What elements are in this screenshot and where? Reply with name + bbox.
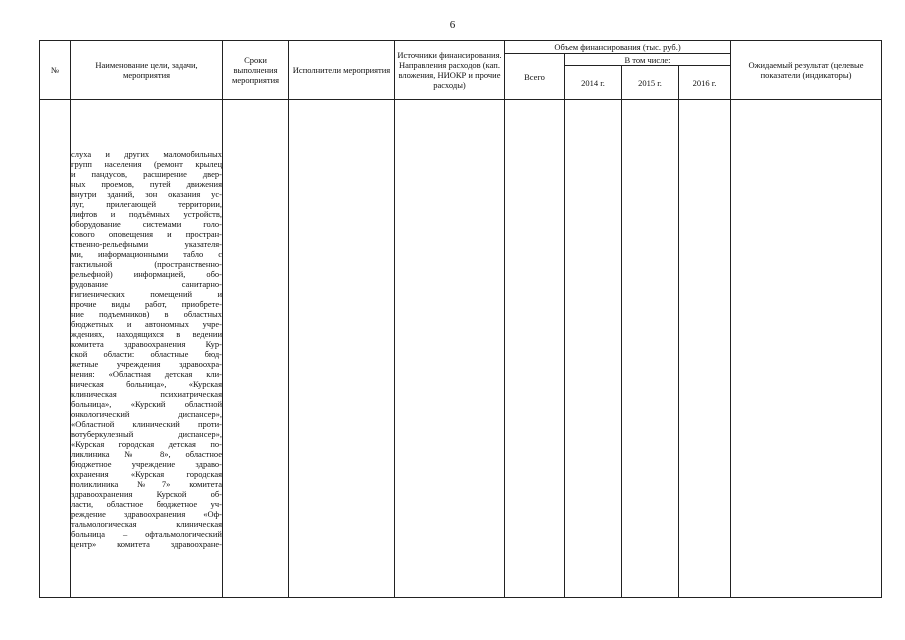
description-line: оборудование системами голо- [71,218,222,229]
description-line: поликлиника №7» комитета [71,478,222,489]
description-line: «Областной клинический проти- [71,418,222,429]
description-line: ственно-рельефными указателя- [71,238,222,249]
cell-sources [395,100,505,598]
description-line: онкологический диспансер», [71,408,222,419]
description-line: ническая больница», «Курская [71,378,222,389]
description-line: лифтов и подъёмных устройств, [71,208,222,219]
description-line: и пандусов, расширение двер- [71,168,222,179]
header-funding: Объем финансирования (тыс. руб.) [505,41,731,54]
description-line: ской области: областные бюд- [71,348,222,359]
header-sources: Источники финансирования. Направления расходов (кап. вложения, НИОКР и прочие расходы) [395,41,505,100]
description-line: больница», «Курский областной [71,398,222,409]
page-number: 6 [449,19,456,31]
description-line: прочие виды работ, приобрете- [71,298,222,309]
cell-2015 [622,100,679,598]
description-line: групп населения (ремонт крылец [71,158,222,169]
cell-terms [223,100,289,598]
cell-2016 [679,100,731,598]
description-line: гигиенических помещений и [71,288,222,299]
cell-2014 [565,100,622,598]
description-line: ных проемов, путей движения [71,178,222,189]
description-line: здравоохранения Курской об- [71,488,222,499]
header-total: Всего [505,54,565,100]
description-line: бюджетное учреждение здраво- [71,458,222,469]
header-terms: Сроки выполнения мероприятия [223,41,289,100]
description-line: луг, прилегающей территории, [71,198,222,209]
description-line: тальмологическая клиническая [71,518,222,529]
header-including: В том числе: [565,54,731,66]
description-line: тактильной (пространственно- [71,258,222,269]
description-line: «Курская городская детская по- [71,438,222,449]
description-line: больница – офтальмологический [71,528,222,539]
description-line: вотуберкулезный диспансер», [71,428,222,439]
description-line: нения: «Областная детская кли- [71,368,222,379]
description-line: внутри зданий, зон оказания ус- [71,188,222,199]
program-table [39,40,882,598]
description-line: ми, информационными табло с [71,248,222,259]
description-line: ние подъемников) в областных [71,308,222,319]
description-lines [71,149,222,549]
header-year-2016: 2016 г. [679,66,731,100]
header-year-2014: 2014 г. [565,66,622,100]
header-executors: Исполнители мероприятия [289,41,395,100]
cell-total [505,100,565,598]
description-line: ждениях, находящихся в ведении [71,328,222,339]
description-line: охранения «Курская городская [71,468,222,479]
header-year-2015: 2015 г. [622,66,679,100]
cell-num [40,100,71,598]
description-line: рудование санитарно- [71,278,222,289]
table-row [40,100,882,598]
description-line: слуха и других маломобильных [71,148,222,159]
description-line: бюджетных и автономных учре- [71,318,222,329]
cell-result [731,100,882,598]
description-line: клиническая психиатрическая [71,388,222,399]
description-line: жетные учреждения здравоохра- [71,358,222,369]
header-name: Наименование цели, задачи, мероприятия [71,41,223,100]
description-line: ласти, областное бюджетное уч- [71,498,222,509]
header-num: № [40,41,71,100]
description-line: сового оповещения и простран- [71,228,222,239]
description-line: рельефной) информацией, обо- [71,268,222,279]
description-line: комитета здравоохранения Кур- [71,338,222,349]
header-result: Ожидаемый результат (целевые показатели (индикаторы) [731,41,882,100]
description-line: реждение здравоохранения «Оф- [71,508,222,519]
cell-executors [289,100,395,598]
description-line: ликлиника № 8», областное [71,448,222,459]
cell-description [71,100,223,598]
description-line: центр» комитета здравоохране- [71,538,222,549]
